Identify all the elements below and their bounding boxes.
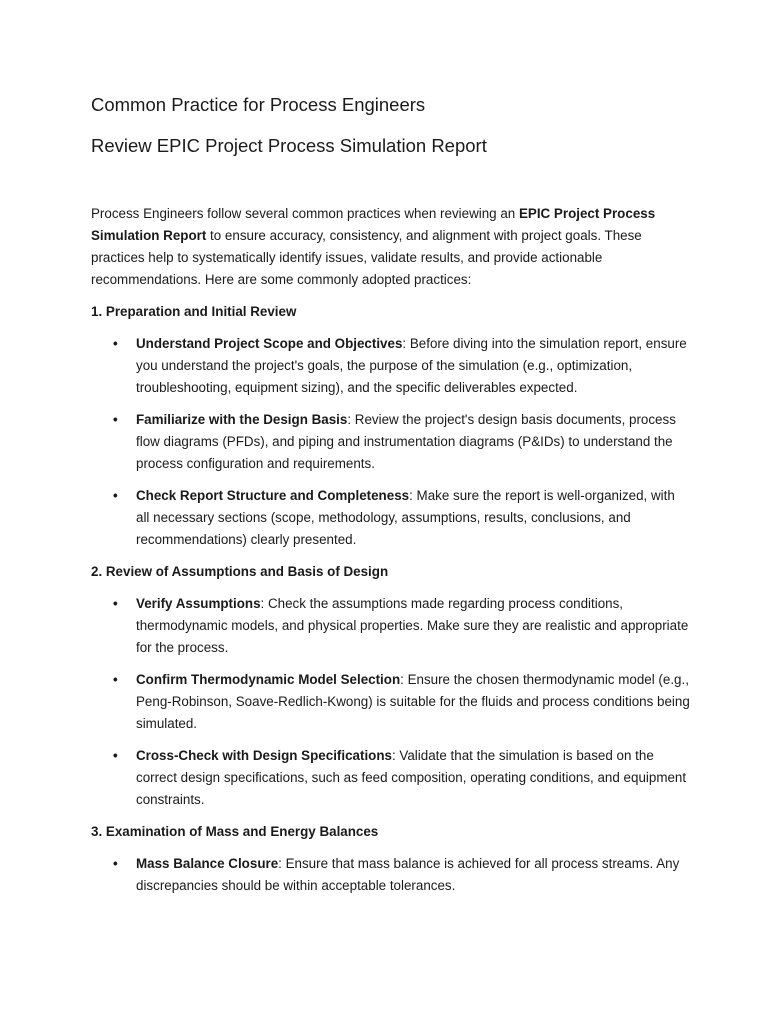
- list-item: [91, 669, 691, 735]
- item-title: Check Report Structure and Completeness: [136, 488, 410, 503]
- item-text: : Review the project's design basis documents, process flow diagrams (PFDs), and piping and instrumentation diagrams (P&IDs) to understand the process configuration and requirements.: [136, 412, 676, 471]
- list-item: [91, 333, 691, 399]
- item-title: Familiarize with the Design Basis: [136, 412, 348, 427]
- list-item: [91, 593, 691, 659]
- list-item: [91, 485, 691, 551]
- document-body: [91, 203, 691, 907]
- bullet-icon: •: [113, 488, 118, 503]
- intro-report-name: EPIC Project Process Simulation Report: [91, 206, 656, 243]
- bullet-icon: •: [113, 596, 118, 611]
- item-title: Mass Balance Closure: [136, 856, 279, 871]
- bullet-list: [91, 593, 691, 811]
- item-text: : Validate that the simulation is based on the correct design specifications, such as feed composition, operating conditions, and equipment constraints.: [136, 748, 687, 807]
- document-subtitle: Review EPIC Project Process Simulation Report: [91, 135, 487, 156]
- item-text: : Before diving into the simulation report, ensure you understand the project's goals, the purpose of the simulation (e.g., optimization, troubleshooting, equipment sizing), and the specific deliverables expected.: [136, 336, 687, 395]
- intro-text-end: to ensure accuracy, consistency, and alignment with project goals. These practices help to systematically identify issues, validate results, and provide actionable recommendations. Here are some commonly adopted practices:: [91, 228, 642, 287]
- section-heading: 2. Review of Assumptions and Basis of Design: [91, 564, 389, 579]
- item-title: Cross-Check with Design Specifications: [136, 748, 392, 763]
- bullet-icon: •: [113, 748, 118, 763]
- bullet-list: [91, 853, 691, 897]
- section-heading: 3. Examination of Mass and Energy Balances: [91, 824, 379, 839]
- bullet-list: [91, 333, 691, 551]
- item-text: : Check the assumptions made regarding process conditions, thermodynamic models, and physical properties. Make sure they are realistic and appropriate for the process.: [136, 596, 689, 655]
- list-item: [91, 745, 691, 811]
- section-heading: 1. Preparation and Initial Review: [91, 304, 297, 319]
- item-title: Confirm Thermodynamic Model Selection: [136, 672, 401, 687]
- item-title: Understand Project Scope and Objectives: [136, 336, 403, 351]
- item-title: Verify Assumptions: [136, 596, 261, 611]
- bullet-icon: •: [113, 672, 118, 687]
- bullet-icon: •: [113, 336, 118, 351]
- bullet-icon: •: [113, 856, 118, 871]
- intro-text-start: Process Engineers follow several common practices when reviewing an: [91, 206, 519, 221]
- document-title: Common Practice for Process Engineers: [91, 94, 426, 115]
- list-item: [91, 409, 691, 475]
- list-item: [91, 853, 691, 897]
- item-text: : Ensure that mass balance is achieved for all process streams. Any discrepancies should be within acceptable tolerances.: [136, 856, 680, 893]
- intro-paragraph: [91, 203, 691, 291]
- item-text: : Make sure the report is well-organized, with all necessary sections (scope, methodology, assumptions, results, conclusions, and recommendations) clearly presented.: [136, 488, 675, 547]
- bullet-icon: •: [113, 412, 118, 427]
- item-text: : Ensure the chosen thermodynamic model (e.g., Peng-Robinson, Soave-Redlich-Kwong) is suitable for the fluids and process conditions being simulated.: [136, 672, 690, 731]
